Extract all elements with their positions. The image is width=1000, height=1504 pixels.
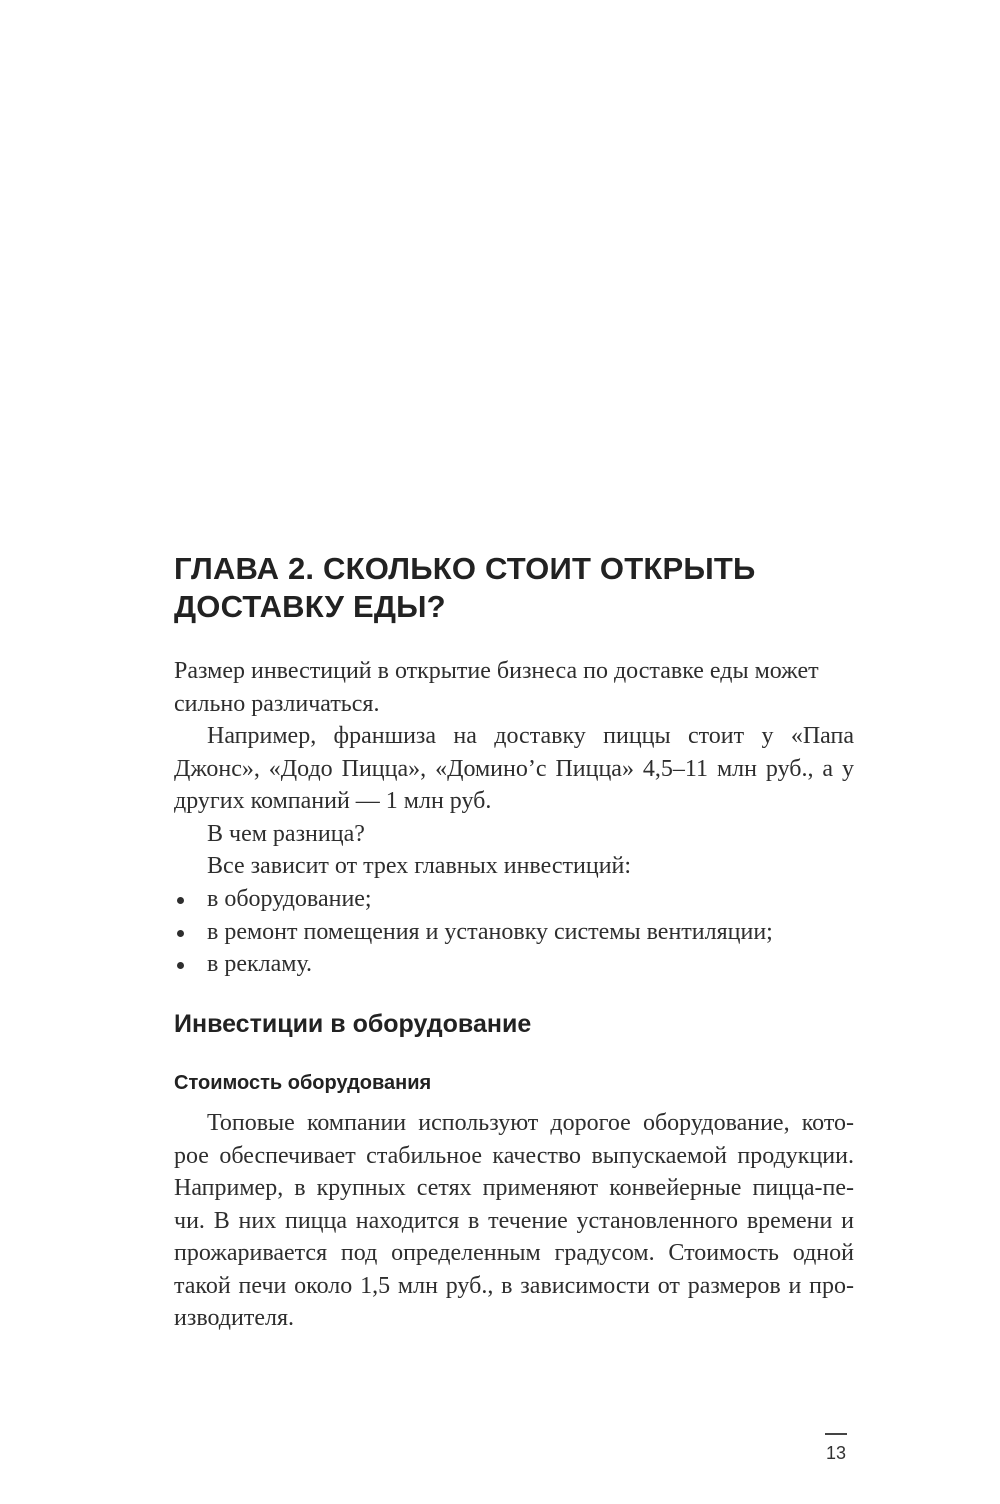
- chapter-title-line-2: ДОСТАВКУ ЕДЫ?: [174, 589, 446, 624]
- paragraph-line: рое обеспечивает стабильное качество выпускаемой продукции.: [174, 1142, 854, 1169]
- section-heading: Инвестиции в оборудование: [174, 1010, 532, 1038]
- page-number-rule: [825, 1433, 847, 1435]
- equipment-paragraph: [174, 1107, 854, 1335]
- intro-paragraph-2: Например, франшиза на доставку пиццы стоит у «Папа Джонс», «Додо Пицца», «Домино’с Пицца» 4,5–11 млн руб., а у других компаний — 1 млн руб.: [174, 723, 854, 814]
- list-item-text: в оборудование;: [207, 886, 372, 912]
- chapter-title: [174, 550, 864, 626]
- bullet-icon: [177, 897, 184, 904]
- chapter-title-line-1: ГЛАВА 2. СКОЛЬКО СТОИТ ОТКРЫТЬ: [174, 551, 756, 586]
- paragraph-line: прожаривается под определенным градусом. Стоимость одной: [174, 1240, 854, 1266]
- list-item-text: в рекламу.: [207, 951, 313, 977]
- intro-paragraph-4: Все зависит от трех главных инвестиций:: [207, 853, 632, 879]
- intro-paragraph-3: В чем разница?: [207, 821, 365, 847]
- investment-list: [174, 883, 854, 981]
- subsection-heading: Стоимость оборудования: [174, 1072, 432, 1094]
- list-item: [174, 916, 854, 949]
- paragraph-line: Например, в крупных сетях применяют конвейерные пицца-пе-: [174, 1175, 854, 1201]
- bullet-icon: [177, 962, 184, 969]
- paragraph-line: такой печи около 1,5 млн руб., в зависимости от размеров и про-: [174, 1272, 854, 1299]
- paragraph-line: Топовые компании используют дорогое оборудование, кото-: [207, 1110, 854, 1136]
- bullet-icon: [177, 930, 184, 937]
- paragraph-line: изводителя.: [174, 1305, 295, 1331]
- list-item-text: в ремонт помещения и установку системы вентиляции;: [207, 918, 773, 945]
- list-item: [174, 948, 854, 981]
- page-number: 13: [825, 1443, 847, 1463]
- intro-paragraph-1: Размер инвестиций в открытие бизнеса по доставке еды может сильно различаться.: [174, 658, 819, 717]
- list-item: [174, 883, 854, 916]
- paragraph-line: чи. В них пицца находится в течение установленного времени и: [174, 1207, 854, 1234]
